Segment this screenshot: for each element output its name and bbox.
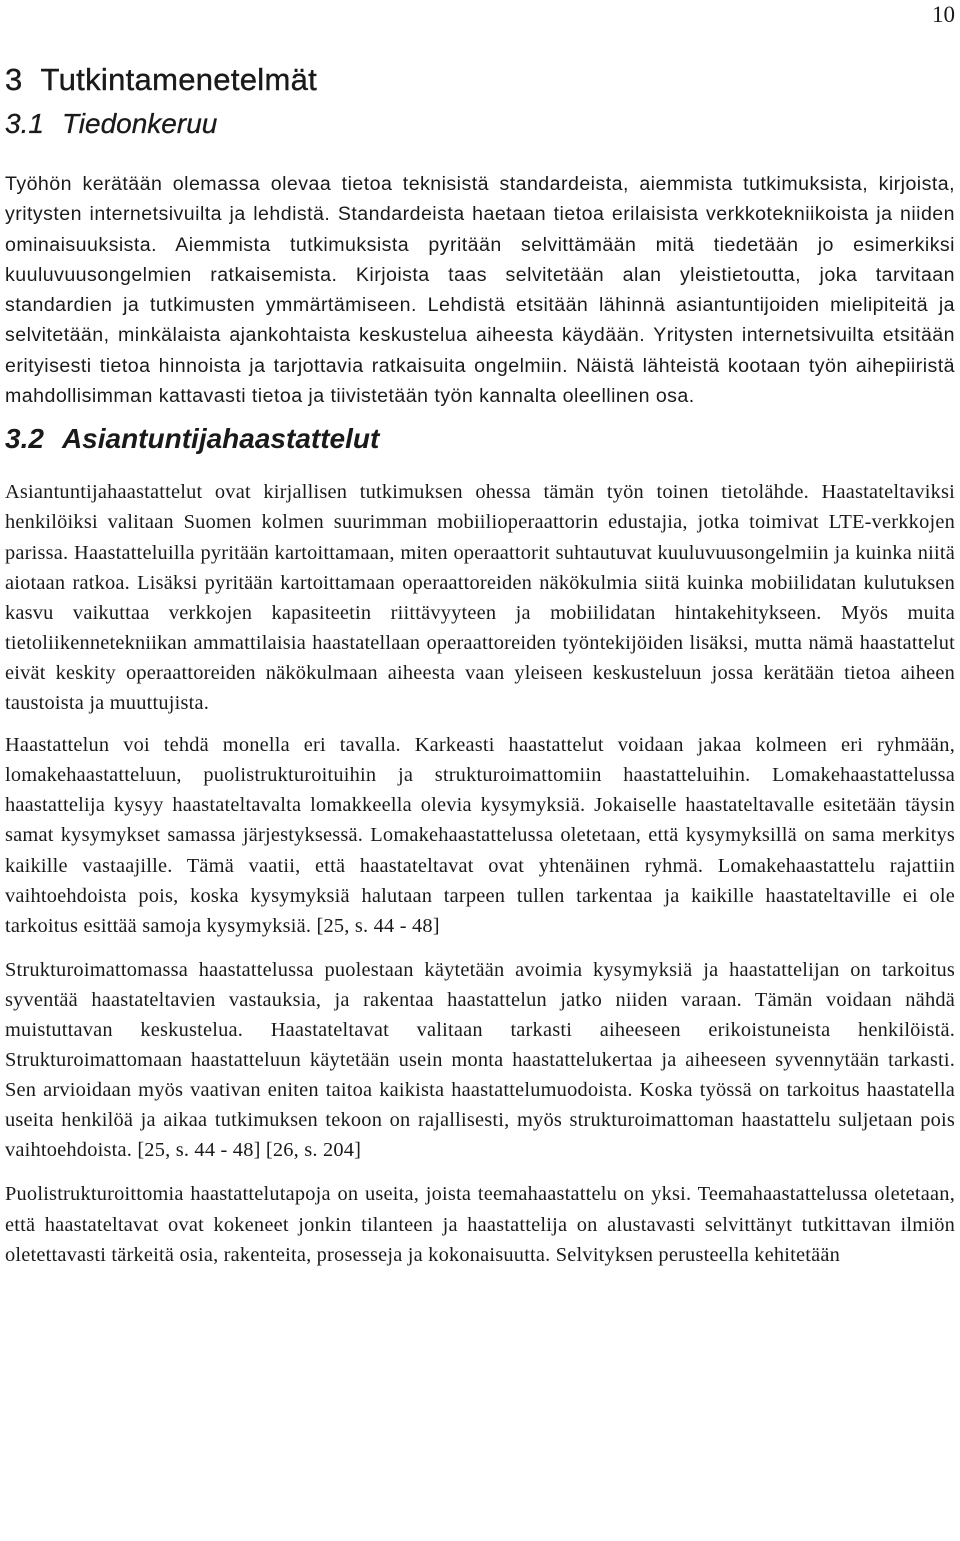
- paragraph-expert-interviews: Asiantuntijahaastattelut ovat kirjallisen tutkimuksen ohessa tämän työn toinen tietolähde. Haastateltaviksi henkilöiksi valitaan Suomen kolmen suurimman mobiilioperaattorin edustajia, jotka toimivat LTE-verkkojen parissa. Haastatteluilla pyritään kartoittamaan, miten operaattorit suhtautuvat kuuluvuusongelmiin ja kuinka niitä aiotaan ratkoa. Lisäksi pyritään kartoittamaan operaattoreiden näkökulmia siitä kuinka mobiilidatan kulutuksen kasvu vaikuttaa verkkojen kapasiteetin riittävyyteen ja mobiilidatan hintakehitykseen. Myös muita tietoliikennetekniikan ammattilaisia haastatellaan operaattoreiden työntekijöiden lisäksi, mutta nämä haastattelut eivät keskity operaattoreiden näkökulmaan aiheesta vaan yleiseen keskusteluun jossa kerätään tietoa aiheen taustoista ja muuttujista.: [5, 481, 955, 715]
- paragraph-semi-structured-interview: Puolistrukturoittomia haastattelutapoja on useita, joista teemahaastattelu on yksi. Teemahaastattelussa oletetaan, että haastateltavat ovat kokeneet jonkin tilanteen ja haastattelija on alustavasti selvittänyt tutkittavan ilmiön oletettavasti tärkeitä osia, rakenteita, prosesseja ja kokonaisuutta. Selvityksen perusteella kehitetään: [5, 1183, 955, 1266]
- page-number: 10: [932, 2, 955, 27]
- chapter-heading: [5, 58, 955, 102]
- chapter-number: 3: [5, 62, 23, 97]
- section-title: Asiantuntijahaastattelut: [61, 423, 380, 455]
- section-title: Tiedonkeruu: [61, 108, 218, 139]
- document-body: [5, 58, 955, 1270]
- section-number: 3.1: [5, 108, 44, 139]
- chapter-title: Tutkintamenetelmät: [40, 62, 318, 97]
- paragraph-interview-types: Haastattelun voi tehdä monella eri tavalla. Karkeasti haastattelut voidaan jakaa kolmeen eri ryhmään, lomakehaastatteluun, puolistrukturoituihin ja strukturoimattomiin haastatteluihin. Lomakehaastattelussa haastattelija kysyy haastateltavalta lomakkeella olevia kysymyksiä. Jokaiselle haastateltavalle esitetään täysin samat kysymykset samassa järjestyksessä. Lomakehaastattelussa oletetaan, että kysymyksillä on sama merkitys kaikille vastaajille. Tämä vaatii, että haastateltavat ovat yhtenäinen ryhmä. Lomakehaastattelu rajattiin vaihtoehdoista pois, koska kysymyksiä halutaan tarpeen tullen tarkentaa ja kaikille haastateltaville ei ole tarkoitus esittää samoja kysymyksiä. [25, s. 44 - 48]: [5, 734, 955, 937]
- paragraph-data-collection: Työhön kerätään olemassa olevaa tietoa teknisistä standardeista, aiemmista tutkimuksista, kirjoista, yritysten internetsivuilta ja lehdistä. Standardeista haetaan tietoa erilaisista verkkotekniikoista ja niiden ominaisuuksista. Aiemmista tutkimuksista pyritään selvittämään mitä tiedetään jo esimerkiksi kuuluvuusongelmien ratkaisemista. Kirjoista taas selvitetään alan yleistietoutta, joka tarvitaan standardien ja tutkimusten ymmärtämiseen. Lehdistä etsitään lähinnä asiantuntijoiden mielipiteitä ja selvitetään, minkälaista ajankohtaista keskustelua aiheesta käydään. Yritysten internetsivuilta etsitään erityisesti tietoa hinnoista ja tarjottavia ratkaisuita ongelmiin. Näistä lähteistä kootaan työn aihepiiristä mahdollisimman kattavasti tietoa ja tiivistetään työn kannalta oleellinen osa.: [5, 173, 955, 408]
- section-heading-3-2: [5, 417, 955, 461]
- section-heading-3-1: [5, 102, 955, 146]
- section-number: 3.2: [5, 423, 44, 455]
- paragraph-unstructured-interview: Strukturoimattomassa haastattelussa puolestaan käytetään avoimia kysymyksiä ja haastattelijan on tarkoitus syventää haastateltavien vastauksia, ja rakentaa haastattelun jatko niiden varaan. Tämän voidaan nähdä muistuttavan keskustelua. Haastateltavat valitaan tarkasti aiheeseen erikoistuneista henkilöistä. Strukturoimattomaan haastatteluun käytetään usein monta haastattelukertaa ja aiheeseen syvennytään tarkasti. Sen arvioidaan myös vaativan eniten taitoa kaikista haastattelumuodoista. Koska työssä on tarkoitus haastatella useita henkilöä ja aikaa tutkimuksen tekoon on rajallisesti, myös strukturoimattoman haastattelu suljetaan pois vaihtoehdoista. [25, s. 44 - 48] [26, s. 204]: [5, 958, 955, 1162]
